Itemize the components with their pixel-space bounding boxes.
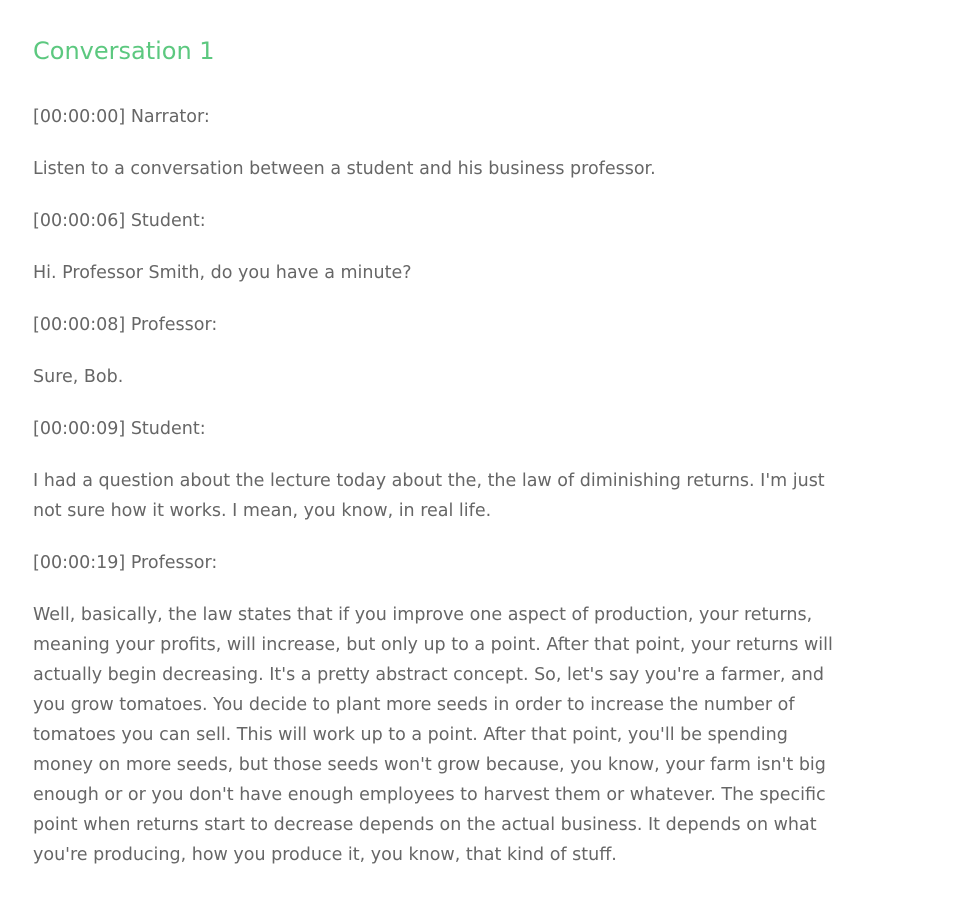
transcript-line: Hi. Professor Smith, do you have a minute? <box>33 263 412 283</box>
speaker-label: [00:00:00] Narrator: <box>33 107 210 127</box>
page-title: Conversation 1 <box>33 37 215 65</box>
speaker-label: [00:00:19] Professor: <box>33 553 218 573</box>
transcript-line: Sure, Bob. <box>33 367 124 387</box>
transcript <box>33 102 833 892</box>
speaker-label: [00:00:06] Student: <box>33 211 206 231</box>
speaker-label: [00:00:09] Student: <box>33 419 206 439</box>
transcript-line: I had a question about the lecture today about the, the law of diminishing returns. I'm just not sure how it works. I mean, you know, in real life. <box>33 471 825 521</box>
transcript-line: Well, basically, the law states that if you improve one aspect of production, your returns, meaning your profits, will increase, but only up to a point. After that point, your returns will actually begin decreasing. It's a pretty abstract concept. So, let's say you're a farmer, and you grow tomatoes. You decide to plant more seeds in order to increase the number of tomatoes you can sell. This will work up to a point. After that point, you'll be spending money on more seeds, but those seeds won't grow because, you know, your farm isn't big enough or or you don't have enough employees to harvest them or whatever. The specific point when returns start to decrease depends on the actual business. It depends on what you're producing, how you produce it, you know, that kind of stuff. <box>33 605 833 865</box>
speaker-label: [00:00:08] Professor: <box>33 315 218 335</box>
transcript-line: Listen to a conversation between a student and his business professor. <box>33 159 656 179</box>
